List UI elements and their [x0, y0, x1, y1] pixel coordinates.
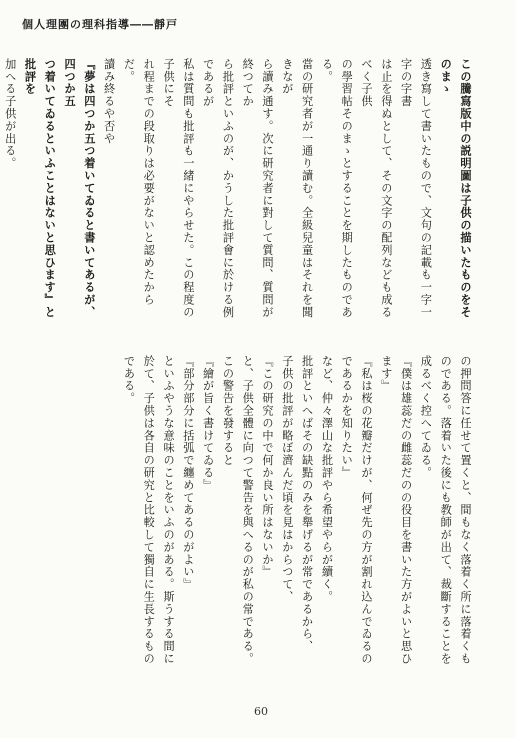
- text-line: 成るべく控へてゐる。: [419, 355, 433, 479]
- upper-text-block: [3, 58, 475, 330]
- text-line: であるかを知りたい』: [340, 355, 354, 479]
- text-line: 私は質問も批評も一緒にやらせた。この程度の子供にそ: [162, 58, 195, 319]
- text-line: ます』: [379, 355, 393, 393]
- text-line: である。: [122, 355, 136, 405]
- text-line: つ着いてゐるといふことはないと思ひます』と批評を: [23, 58, 58, 319]
- text-line: ら批評といふのが、かうした批評會に於ける例であるが: [201, 58, 235, 319]
- text-line: といふやうな意味のことをいふのがある。斯うする間に: [162, 355, 176, 665]
- text-line: 『僕は雄蕊だの雌蕊だのの役目を書いた方がよいと思ひ: [399, 355, 413, 665]
- text-line: 於て、子供は各自の研究と比較して獨自に生長するもの: [142, 355, 156, 665]
- page-number: 60: [254, 705, 268, 718]
- text-line: の押問答に任せて置くと、間もなく落着く所に落着くも: [459, 355, 472, 665]
- text-line: 加へる子供が出る。: [3, 58, 17, 170]
- text-line: 『この研究の中で何か良い所はないか』: [261, 355, 275, 579]
- text-line: のである。落着いた後にも教師が出て、裁斷することを: [439, 355, 453, 665]
- text-line: 讀み終るや否や: [102, 58, 116, 145]
- text-line: 透き寫して書いたもので、文句の記載も一字一字の字書: [399, 58, 433, 319]
- text-line: この騰寫版中の説明圖は子供の描いたものをそのまゝ: [439, 58, 473, 319]
- text-line: 『繪が旨く書けてゐる』: [201, 355, 215, 492]
- text-line: 子供の批評が略ぼ濟んだ頃を見はからつて、: [280, 355, 294, 603]
- text-line: など、仲々澤山な批評やら希望やらが續く。: [320, 355, 334, 603]
- text-line: 當の研究者が一通り讀む。全級兒童はそれを聞きなが: [280, 58, 314, 319]
- text-line: ら讀み通す。次に研究者に對して質問、質問が終つてか: [241, 58, 275, 319]
- text-line: 『部分部分に括弧で纏めてあるのがよい』: [181, 355, 195, 591]
- text-line: の學習帖そのまゝとすることを期したものである。: [320, 58, 354, 319]
- text-line: 批評といへばその缺點のみを舉げるが常であるから、: [300, 355, 314, 653]
- text-line: と、子供全體に向つて警告を與へるのが私の常である。: [241, 355, 255, 665]
- text-line: 『私は桜の花瓣だけが、何ぜ先の方が割れ込んでゐるの: [360, 355, 374, 665]
- lower-text-block: [20, 355, 475, 690]
- text-line: 『夢は四つか五つ着いてゐると書いてあるが、四つか五: [63, 58, 97, 319]
- text-line: は止を得ぬとして、その文字の配列なども成るべく子供: [360, 58, 393, 319]
- text-line: れ程までの段取りは必要がないと認めたからだ。: [122, 58, 156, 306]
- text-line: この警告を發すると: [221, 355, 235, 467]
- running-header: 個人理團の理科指導――靜戸: [22, 18, 178, 31]
